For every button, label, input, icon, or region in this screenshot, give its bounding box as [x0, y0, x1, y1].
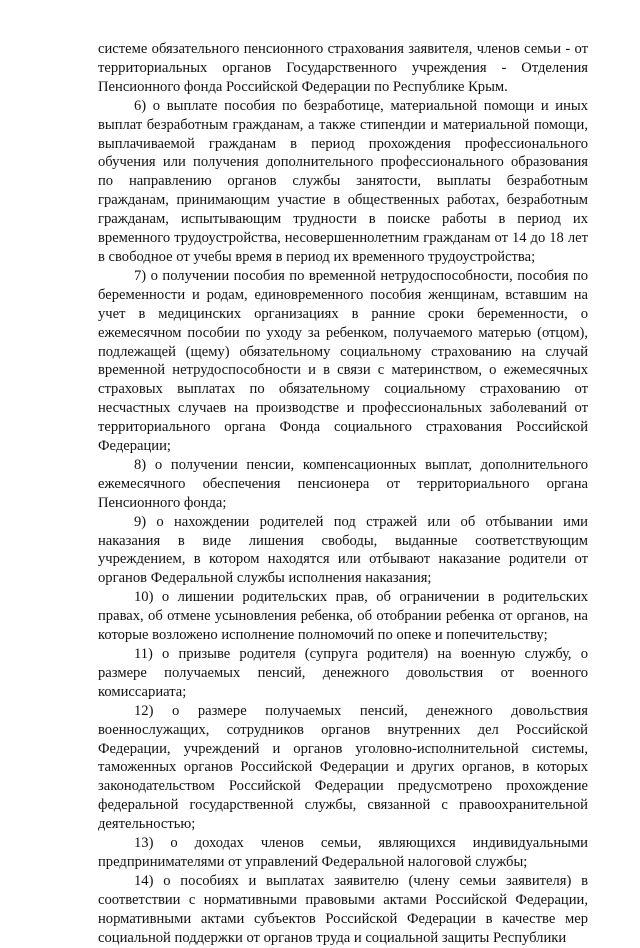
paragraph-item-14: 14) о пособиях и выплатах заявителю (члену семьи заявителя) в соответствии с нормативными правовыми актами Российской Федерации, нормативными актами субъектов Российской Федерации в качестве мер социальной поддержки от органов труда и социальной защиты Республики	[98, 872, 588, 946]
paragraph-item-13: 13) о доходах членов семьи, являющихся индивидуальными предпринимателями от управлений Федеральной налоговой службы;	[98, 835, 588, 870]
paragraph-item-10: 10) о лишении родительских прав, об ограничении в родительских правах, об отмене усыновления ребенка, об отобрании ребенка от органов, на которые возложено исполнение полномочий по опеке и попечительству;	[98, 589, 588, 644]
paragraph-item-12: 12) о размере получаемых пенсий, денежного довольствия военнослужащих, сотрудников органов внутренних дел Российской Федерации, учреждений и органов уголовно-исполнительной системы, таможенных органов Российской Федерации и других органов, в которых законодательством Российской Федерации предусмотрено прохождение федеральной государственной службы, связанной с правоохранительной деятельностью;	[98, 702, 588, 833]
paragraph-item-9: 9) о нахождении родителей под стражей или об отбывании ими наказания в виде лишения свободы, выданные соответствующим учреждением, в котором находятся или отбывают наказание родители от органов Федеральной службы исполнения наказания;	[98, 513, 588, 587]
paragraph-item-6: 6) о выплате пособия по безработице, материальной помощи и иных выплат безработным гражданам, а также стипендии и материальной помощи, выплачиваемой гражданам в период прохождения профессионального обучения или получения дополнительного профессионального образования по направлению органов службы занятости, выплаты безработным гражданам, принимающим участие в общественных работах, безработным гражданам, испытывающим трудности в поиске работы в период их временного трудоустройства, несовершеннолетним гражданам от 14 до 18 лет в свободное от учебы время в период их временного трудоустройства;	[98, 97, 588, 265]
paragraph-item-7: 7) о получении пособия по временной нетрудоспособности, пособия по беременности и родам, единовременного пособия женщинам, вставшим на учет в медицинских организациях в ранние сроки беременности, о ежемесячном пособии по уходу за ребенком, получаемого матерью (отцом), подлежащей (щему) обязательному социальному страхованию на случай временной нетрудоспособности и в связи с материнством, о ежемесячных страховых выплатах по обязательному социальному страхованию от несчастных случаев на производстве и профессиональных заболеваний от территориального органа Фонда социального страхования Российской Федерации;	[98, 267, 588, 455]
paragraph-item-8: 8) о получении пенсии, компенсационных выплат, дополнительного ежемесячного обеспечения пенсионера от территориального органа Пенсионного фонда;	[98, 456, 588, 511]
paragraph-continuation: системе обязательного пенсионного страхования заявителя, членов семьи - от территориальных органов Государственного учреждения - Отделения Пенсионного фонда Российской Федерации по Республике Крым.	[98, 41, 588, 95]
document-page	[98, 40, 588, 948]
paragraph-item-11: 11) о призыве родителя (супруга родителя) на военную службу, о размере получаемых пенсий, денежного довольствия от военного комиссариата;	[98, 646, 588, 700]
